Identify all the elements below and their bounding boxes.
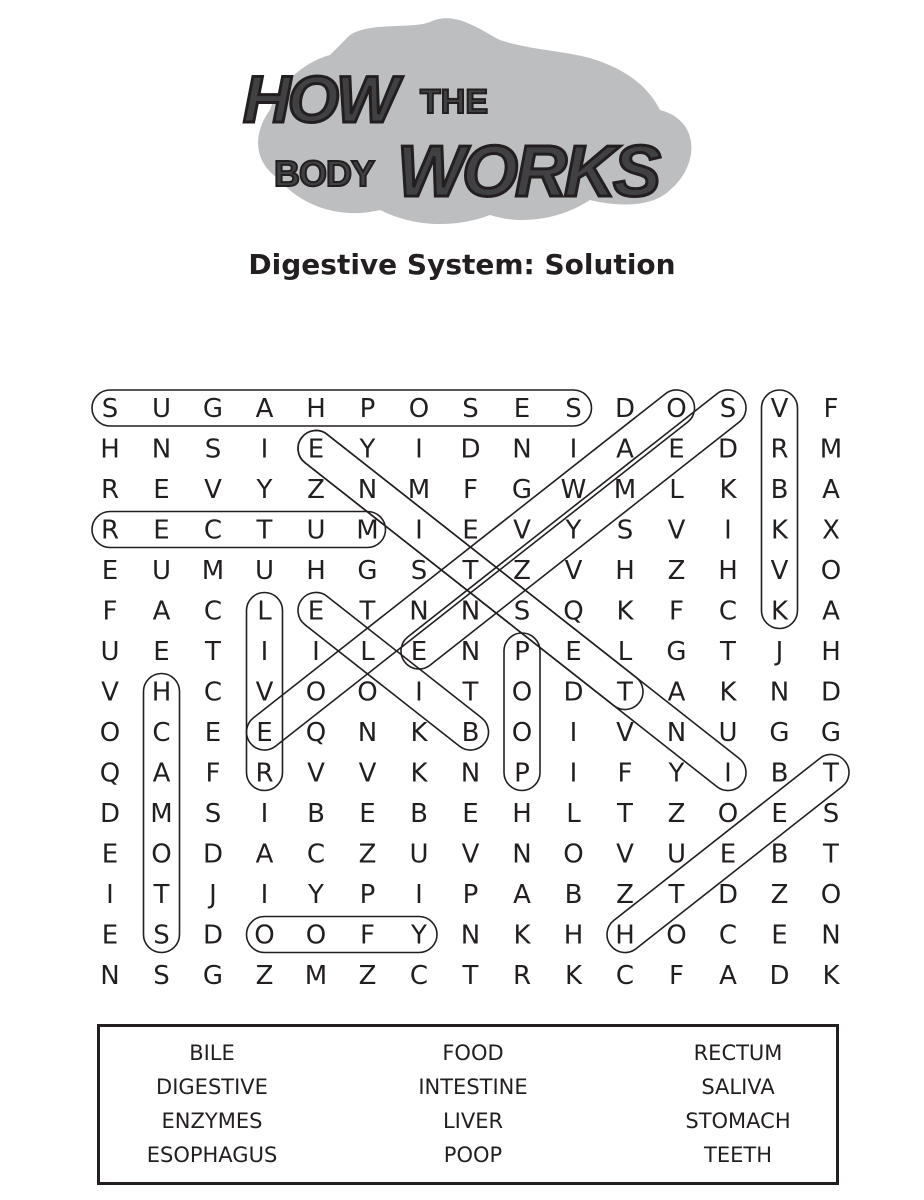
grid-letter[interactable]: E: [153, 515, 170, 546]
grid-letter[interactable]: P: [359, 880, 376, 910]
grid-letter[interactable]: F: [102, 596, 118, 627]
word-search-grid: [0, 370, 924, 1010]
grid-letter[interactable]: R: [512, 961, 532, 991]
grid-letter[interactable]: Z: [307, 475, 325, 505]
grid-letter[interactable]: V: [513, 515, 531, 546]
grid-letter[interactable]: Z: [616, 880, 634, 910]
grid-letter[interactable]: S: [462, 394, 479, 424]
grid-letter[interactable]: E: [462, 515, 479, 546]
grid-letter[interactable]: W: [560, 475, 587, 505]
grid-letter[interactable]: G: [202, 961, 224, 991]
grid-letter[interactable]: D: [99, 799, 121, 829]
grid-letter[interactable]: V: [204, 475, 222, 505]
grid-letter[interactable]: H: [306, 394, 326, 424]
grid-letter[interactable]: H: [512, 799, 532, 829]
grid-letter[interactable]: E: [307, 434, 325, 465]
grid-letter[interactable]: N: [357, 475, 378, 505]
grid-letter[interactable]: E: [771, 799, 788, 829]
grid-letter[interactable]: O: [563, 839, 584, 870]
grid-letter[interactable]: U: [151, 394, 172, 424]
grid-letter[interactable]: M: [356, 515, 379, 546]
grid-letter[interactable]: F: [463, 475, 478, 505]
grid-letter[interactable]: M: [201, 556, 225, 586]
grid-letter[interactable]: O: [408, 394, 430, 424]
word-bank-item: ESOPHAGUS: [146, 1143, 278, 1167]
grid-letter[interactable]: D: [563, 677, 584, 708]
grid-letter[interactable]: U: [100, 637, 120, 667]
grid-letter[interactable]: H: [615, 556, 635, 586]
grid-letter[interactable]: N: [666, 718, 687, 748]
grid-letter[interactable]: I: [415, 434, 423, 465]
grid-letter[interactable]: K: [719, 475, 737, 505]
grid-letter[interactable]: S: [204, 434, 222, 465]
grid-letter[interactable]: J: [209, 880, 217, 910]
grid-letter[interactable]: E: [101, 556, 119, 586]
grid-letter[interactable]: I: [724, 515, 732, 546]
grid-letter[interactable]: G: [666, 637, 687, 667]
grid-letter[interactable]: K: [410, 758, 428, 789]
grid-letter[interactable]: S: [410, 556, 428, 586]
grid-letter[interactable]: Z: [513, 556, 531, 586]
grid-letter[interactable]: H: [615, 920, 635, 951]
grid-letter[interactable]: O: [357, 677, 378, 708]
grid-letter[interactable]: I: [260, 637, 269, 667]
grid-letter[interactable]: F: [360, 920, 375, 951]
page-title: Digestive System: Solution: [248, 248, 676, 281]
grid-letter[interactable]: T: [462, 961, 479, 991]
grid-letter[interactable]: N: [821, 920, 841, 951]
word-bank-item: STOMACH: [685, 1109, 791, 1133]
grid-letter[interactable]: T: [256, 515, 273, 546]
grid-letter[interactable]: A: [822, 475, 840, 505]
grid-letter[interactable]: A: [719, 961, 737, 991]
grid-letter[interactable]: A: [255, 394, 274, 424]
word-bank-item: SALIVA: [701, 1075, 775, 1099]
grid-letter[interactable]: B: [410, 799, 428, 829]
grid-letter[interactable]: Q: [563, 596, 584, 627]
grid-letter[interactable]: V: [461, 839, 480, 870]
grid-letter[interactable]: O: [820, 556, 842, 586]
grid-letter[interactable]: O: [511, 718, 533, 748]
grid-letter[interactable]: K: [513, 920, 531, 951]
grid-letter[interactable]: M: [819, 434, 843, 465]
grid-letter[interactable]: V: [616, 839, 634, 870]
grid-letter[interactable]: A: [616, 434, 634, 465]
grid-letter[interactable]: G: [820, 718, 842, 748]
grid-letter[interactable]: O: [820, 880, 842, 910]
grid-letter[interactable]: C: [409, 961, 429, 991]
grid-letter[interactable]: V: [564, 556, 583, 586]
grid-letter[interactable]: O: [151, 839, 172, 870]
grid-letter[interactable]: R: [770, 434, 789, 465]
grid-letter[interactable]: K: [822, 961, 840, 991]
grid-letter[interactable]: N: [100, 961, 120, 991]
grid-letter[interactable]: Y: [668, 758, 685, 789]
solution-oval-rectum: [92, 512, 386, 548]
grid-letter[interactable]: R: [100, 475, 120, 505]
grid-letter[interactable]: O: [666, 920, 687, 951]
grid-letter[interactable]: M: [304, 961, 328, 991]
grid-letter[interactable]: K: [564, 961, 583, 991]
grid-letter[interactable]: G: [357, 556, 378, 586]
grid-letter[interactable]: K: [410, 718, 428, 748]
grid-letter[interactable]: S: [153, 961, 170, 991]
grid-letter[interactable]: F: [669, 961, 684, 991]
grid-letter[interactable]: Z: [667, 556, 686, 586]
grid-letter[interactable]: T: [823, 839, 839, 870]
grid-letter[interactable]: J: [775, 637, 784, 667]
grid-letter[interactable]: A: [822, 596, 840, 627]
solution-oval-food: [247, 917, 438, 953]
grid-letter[interactable]: C: [203, 677, 223, 708]
word-bank: [97, 1024, 839, 1185]
grid-letter[interactable]: X: [822, 515, 840, 546]
grid-letter[interactable]: E: [668, 434, 685, 465]
grid-letter[interactable]: K: [770, 596, 789, 627]
grid-letter[interactable]: U: [254, 556, 275, 586]
grid-letter[interactable]: O: [305, 920, 327, 951]
grid-letter[interactable]: B: [770, 839, 789, 870]
grid-letter[interactable]: V: [101, 677, 119, 708]
grid-letter[interactable]: A: [667, 677, 686, 708]
grid-letter[interactable]: S: [719, 394, 737, 424]
grid-letter[interactable]: S: [101, 394, 119, 424]
grid-letter[interactable]: I: [569, 718, 578, 748]
grid-letter[interactable]: O: [511, 677, 533, 708]
grid-letter[interactable]: E: [462, 799, 479, 829]
grid-letter[interactable]: M: [150, 799, 173, 829]
grid-letter[interactable]: Z: [667, 799, 686, 829]
grid-letter[interactable]: N: [460, 758, 481, 789]
grid-letter[interactable]: R: [100, 515, 120, 546]
grid-letter[interactable]: I: [260, 799, 269, 829]
grid-letter[interactable]: N: [460, 920, 481, 951]
grid-letter[interactable]: V: [307, 758, 325, 789]
grid-letter[interactable]: O: [305, 677, 327, 708]
grid-letter[interactable]: D: [202, 839, 224, 870]
grid-letter[interactable]: T: [617, 799, 633, 829]
grid-letter[interactable]: H: [306, 556, 326, 586]
grid-letter[interactable]: E: [719, 839, 737, 870]
grid-letter[interactable]: H: [563, 920, 584, 951]
word-bank-item: ENZYMES: [161, 1109, 263, 1133]
grid-letter[interactable]: N: [151, 434, 172, 465]
grid-letter[interactable]: E: [101, 920, 119, 951]
grid-letter[interactable]: S: [204, 799, 222, 829]
grid-letter[interactable]: Y: [308, 880, 324, 910]
grid-letter[interactable]: N: [409, 596, 429, 627]
solution-ovals: [92, 383, 856, 960]
grid-letter[interactable]: I: [569, 434, 578, 465]
word-bank-item: RECTUM: [693, 1041, 783, 1065]
grid-letter[interactable]: L: [669, 475, 684, 505]
word-bank-item: FOOD: [442, 1041, 504, 1065]
grid-letter[interactable]: U: [409, 839, 429, 870]
grid-letter[interactable]: B: [770, 758, 789, 789]
grid-letter[interactable]: R: [255, 758, 274, 789]
logo-how: HOW: [243, 62, 396, 136]
grid-letter[interactable]: K: [719, 677, 737, 708]
grid-letter[interactable]: P: [462, 880, 479, 910]
grid-letter[interactable]: E: [513, 394, 531, 424]
grid-letter[interactable]: E: [153, 475, 170, 505]
grid-letter[interactable]: Q: [305, 718, 327, 748]
word-bank-item: DIGESTIVE: [156, 1075, 268, 1099]
solution-oval-saliva: [762, 390, 798, 629]
grid-letter[interactable]: V: [358, 758, 377, 789]
grid-letter[interactable]: D: [717, 880, 739, 910]
grid-letter[interactable]: E: [307, 596, 325, 627]
word-bank-item: BILE: [189, 1041, 235, 1065]
grid-letter[interactable]: I: [260, 880, 269, 910]
grid-letter[interactable]: P: [514, 758, 530, 789]
grid-letter[interactable]: N: [357, 718, 378, 748]
grid-letter[interactable]: U: [306, 515, 326, 546]
word-bank-item: INTESTINE: [418, 1075, 528, 1099]
grid-letter[interactable]: C: [152, 718, 171, 748]
grid-letter[interactable]: Y: [256, 475, 273, 505]
grid-letter[interactable]: Y: [411, 920, 427, 951]
word-bank-item: POOP: [443, 1143, 503, 1167]
word-bank-item: TEETH: [704, 1143, 772, 1167]
grid-letter[interactable]: E: [359, 799, 376, 829]
grid-letter[interactable]: T: [462, 677, 479, 708]
grid-letter[interactable]: F: [669, 596, 684, 627]
grid-letter[interactable]: D: [202, 920, 224, 951]
grid-letter[interactable]: C: [306, 839, 326, 870]
grid-letters: [100, 394, 842, 991]
grid-letter[interactable]: I: [106, 880, 114, 910]
grid-letter[interactable]: L: [566, 799, 581, 829]
grid-letter[interactable]: T: [823, 758, 839, 789]
grid-letter[interactable]: N: [460, 637, 481, 667]
grid-letter[interactable]: T: [462, 556, 479, 586]
grid-letter[interactable]: T: [153, 880, 170, 910]
grid-letter[interactable]: V: [255, 677, 274, 708]
grid-letter[interactable]: V: [616, 718, 634, 748]
grid-letter[interactable]: C: [203, 515, 223, 546]
grid-letter[interactable]: L: [617, 637, 633, 667]
grid-letter[interactable]: O: [717, 799, 739, 829]
how-the-body-works-logo: [0, 0, 924, 240]
grid-letter[interactable]: D: [614, 394, 636, 424]
grid-letter[interactable]: N: [460, 596, 481, 627]
logo-body: BODY: [274, 153, 375, 194]
grid-letter[interactable]: S: [153, 920, 170, 951]
grid-letter[interactable]: H: [821, 637, 841, 667]
grid-letter[interactable]: G: [769, 718, 790, 748]
grid-letter[interactable]: D: [717, 434, 739, 465]
grid-letter[interactable]: P: [359, 394, 376, 424]
logo-works: WORKS: [397, 132, 658, 212]
grid-letter[interactable]: U: [151, 556, 172, 586]
grid-letter[interactable]: N: [512, 434, 532, 465]
grid-letter[interactable]: I: [415, 677, 423, 708]
logo-the: THE: [420, 83, 488, 121]
grid-letter[interactable]: C: [718, 596, 738, 627]
grid-letter[interactable]: G: [511, 475, 533, 505]
grid-letter[interactable]: E: [256, 718, 273, 748]
grid-letter[interactable]: K: [770, 515, 789, 546]
grid-letter[interactable]: F: [617, 758, 633, 789]
grid-letter[interactable]: A: [255, 839, 274, 870]
grid-letter[interactable]: A: [152, 758, 171, 789]
grid-letter[interactable]: H: [151, 677, 172, 708]
grid-letter[interactable]: I: [415, 880, 423, 910]
grid-letter[interactable]: Z: [255, 961, 274, 991]
grid-letter[interactable]: V: [770, 556, 789, 586]
grid-letter[interactable]: E: [101, 839, 119, 870]
grid-letter[interactable]: C: [203, 596, 223, 627]
grid-letter[interactable]: L: [257, 596, 272, 627]
grid-letter[interactable]: I: [415, 515, 423, 546]
grid-letter[interactable]: B: [770, 475, 789, 505]
grid-letter[interactable]: O: [254, 920, 275, 951]
grid-letter[interactable]: D: [820, 677, 842, 708]
grid-letter[interactable]: I: [724, 758, 732, 789]
grid-letter[interactable]: D: [460, 434, 481, 465]
grid-letter[interactable]: A: [513, 880, 531, 910]
grid-letter[interactable]: K: [616, 596, 634, 627]
grid-letter[interactable]: U: [718, 718, 738, 748]
grid-letter[interactable]: I: [569, 758, 578, 789]
grid-letter[interactable]: T: [668, 880, 685, 910]
grid-letter[interactable]: L: [360, 637, 375, 667]
grid-letter[interactable]: M: [613, 475, 637, 505]
grid-letter[interactable]: D: [769, 961, 790, 991]
grid-letter[interactable]: C: [615, 961, 635, 991]
grid-letter[interactable]: T: [359, 596, 376, 627]
grid-letter[interactable]: F: [205, 758, 221, 789]
grid-letter[interactable]: S: [616, 515, 634, 546]
grid-letter[interactable]: B: [564, 880, 583, 910]
grid-letter[interactable]: U: [666, 839, 687, 870]
grid-letter[interactable]: F: [823, 394, 839, 424]
grid-letter[interactable]: G: [202, 394, 224, 424]
grid-letter[interactable]: Y: [359, 434, 376, 465]
grid-letter[interactable]: E: [410, 637, 428, 667]
grid-letter[interactable]: Q: [99, 758, 121, 789]
grid-letter[interactable]: E: [565, 637, 582, 667]
grid-letter[interactable]: N: [769, 677, 790, 708]
word-bank-item: LIVER: [442, 1109, 504, 1133]
grid-letter[interactable]: C: [718, 920, 738, 951]
grid-letter[interactable]: E: [153, 637, 170, 667]
grid-letter[interactable]: M: [407, 475, 431, 505]
grid-letter[interactable]: E: [771, 920, 788, 951]
grid-letter[interactable]: T: [617, 677, 633, 708]
grid-letter[interactable]: P: [514, 637, 530, 667]
grid-letter[interactable]: S: [565, 394, 582, 424]
grid-letter[interactable]: E: [204, 718, 222, 748]
grid-letter[interactable]: S: [822, 799, 840, 829]
grid-letter[interactable]: O: [99, 718, 121, 748]
grid-letter[interactable]: T: [205, 637, 221, 667]
grid-letter[interactable]: Z: [770, 880, 789, 910]
grid-letter[interactable]: Y: [565, 515, 582, 546]
grid-letter[interactable]: I: [312, 637, 320, 667]
grid-letter[interactable]: B: [307, 799, 325, 829]
grid-letter[interactable]: S: [513, 596, 531, 627]
grid-letter[interactable]: N: [512, 839, 532, 870]
grid-letter[interactable]: T: [720, 637, 736, 667]
grid-letter[interactable]: Z: [358, 839, 377, 870]
grid-letter[interactable]: O: [666, 394, 687, 424]
grid-letter[interactable]: V: [770, 394, 789, 424]
grid-letter[interactable]: A: [152, 596, 171, 627]
grid-letter[interactable]: I: [260, 434, 269, 465]
grid-letter[interactable]: H: [100, 434, 120, 465]
grid-letter[interactable]: H: [718, 556, 738, 586]
grid-letter[interactable]: Z: [358, 961, 377, 991]
grid-letter[interactable]: B: [461, 718, 480, 748]
grid-letter[interactable]: V: [667, 515, 686, 546]
